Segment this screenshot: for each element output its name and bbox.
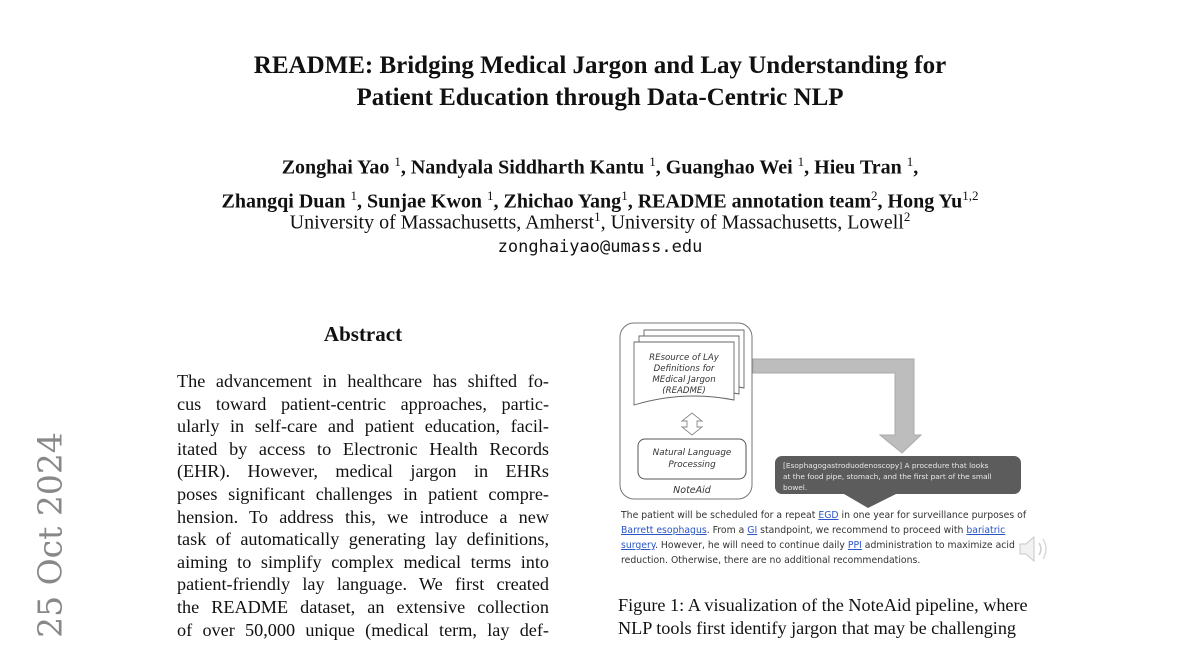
jargon-link-surgery[interactable]: surgery <box>621 540 656 551</box>
author-name: , Sunjae Kwon <box>357 190 488 213</box>
abstract-line: The advancement in healthcare has shifted fo- <box>177 371 549 391</box>
affiliation-marker: 1 <box>649 154 656 169</box>
jargon-link-barrett-esophagus[interactable]: Barrett esophagus <box>621 525 707 536</box>
abstract-line: the README dataset, an extensive collection <box>177 596 549 617</box>
affiliations <box>0 204 1200 236</box>
affiliation-marker: 2 <box>871 187 878 203</box>
arxiv-watermark <box>10 420 90 650</box>
abstract-line: poses significant challenges in patient compre- <box>177 483 549 504</box>
note-text: The patient will be scheduled for a repeat <box>621 510 819 521</box>
tooltip-line: bowel. <box>783 483 808 492</box>
paper-title <box>0 50 1200 114</box>
note-line-4: reduction. Otherwise, there are no additional recommendations. <box>621 555 921 566</box>
figure-1 <box>612 318 1062 578</box>
author-name: , Zhichao Yang <box>493 190 622 213</box>
noteaid-label: NoteAid <box>673 485 711 496</box>
jargon-link-bariatric[interactable]: bariatric <box>966 525 1006 536</box>
speaker-icon[interactable] <box>1014 531 1054 567</box>
nlp-box <box>638 439 746 479</box>
definition-tooltip <box>775 456 1021 494</box>
resource-label-1: REsource of LAy <box>649 353 719 363</box>
arxiv-date: 25 Oct 2024 <box>30 432 70 638</box>
jargon-link-egd[interactable]: EGD <box>818 510 839 521</box>
abstract-line: patient-friendly lay language. We first created <box>177 574 549 595</box>
note-line-1 <box>621 508 1061 523</box>
nlp-label-1: Natural Language <box>652 448 732 458</box>
clinical-note <box>621 508 1061 568</box>
note-line-2 <box>621 523 1061 538</box>
abstract-line: hension. To address this, we introduce a new <box>177 506 549 527</box>
figure-caption <box>618 594 1058 640</box>
author-name: Zhangqi Duan <box>221 190 351 213</box>
abstract-line: of over 50,000 unique (medical term, lay def- <box>177 619 549 640</box>
affiliation-marker: 1 <box>621 187 628 203</box>
note-text: in one year for surveillance purposes of <box>838 510 1027 521</box>
tooltip-tail <box>844 494 896 508</box>
resource-label-2: Definitions for <box>653 364 715 374</box>
author-name: Zonghai Yao <box>281 156 395 179</box>
title-line-2: Patient Education through Data-Centric NLP <box>356 84 844 111</box>
affiliation-marker: 1 <box>906 154 914 169</box>
note-text: administration to maximize acid <box>861 540 1015 551</box>
abstract-line: task of automatically generating lay definitions, <box>177 529 549 550</box>
note-text: . From a <box>706 525 748 536</box>
abstract-line: (EHR). However, medical jargon in EHRs <box>177 461 549 482</box>
affiliation-marker: 1,2 <box>962 187 979 203</box>
affiliation-marker: 1 <box>394 154 401 169</box>
author-name: , Nandyala Siddharth Kantu <box>400 156 650 179</box>
authors-line-1 <box>0 148 1200 182</box>
resource-label-3: MEdical Jargon <box>652 375 716 385</box>
tooltip-line: [Esophagogastroduodenoscopy] A procedure that looks <box>783 461 989 470</box>
note-text: standpoint, we recommend to proceed with <box>757 525 967 536</box>
author-name: , Hieu Tran <box>804 156 907 179</box>
contact-email[interactable]: zonghaiyao@umass.edu <box>497 237 703 257</box>
note-line-3 <box>621 538 1061 553</box>
flow-arrow <box>753 359 921 453</box>
affiliation-2: , University of Massachusetts, Lowell <box>600 211 904 234</box>
affiliation-marker: 1 <box>594 209 601 224</box>
affiliation-marker: 1 <box>487 187 494 203</box>
abstract-line: ularly in self-care and patient education, facil- <box>177 416 549 437</box>
resource-label-4: (README) <box>662 386 706 396</box>
note-text: . However, he will need to continue daily <box>655 540 848 551</box>
abstract-body <box>177 370 549 641</box>
nlp-label-2: Processing <box>668 460 716 470</box>
jargon-link-ppi[interactable]: PPI <box>847 540 862 551</box>
jargon-link-gi[interactable]: GI <box>747 525 758 536</box>
tooltip-line: at the food pipe, stomach, and the first part of the small <box>783 472 992 481</box>
author-name: , README annotation team <box>627 190 872 213</box>
abstract-line: itated by access to Electronic Health Records <box>177 438 549 459</box>
abstract-heading: Abstract <box>323 322 403 346</box>
author-name: , Hong Yu <box>877 190 963 213</box>
abstract-line: cus toward patient-centric approaches, partic- <box>177 393 549 414</box>
caption-line: NLP tools first identify jargon that may be challenging <box>618 618 1017 638</box>
caption-line: Figure 1: A visualization of the NoteAid pipeline, where <box>618 595 1028 615</box>
affiliation-marker: 1 <box>350 187 358 203</box>
title-line-1: README: Bridging Medical Jargon and Lay Understanding for <box>253 52 947 79</box>
separator: , <box>913 156 919 179</box>
affiliation-marker: 2 <box>903 209 911 224</box>
affiliation-marker: 1 <box>797 154 805 169</box>
affiliation-1: University of Massachusetts, Amherst <box>289 211 595 234</box>
abstract-line: aiming to simplify complex medical terms into <box>177 551 549 572</box>
author-name: , Guanghao Wei <box>655 156 798 179</box>
